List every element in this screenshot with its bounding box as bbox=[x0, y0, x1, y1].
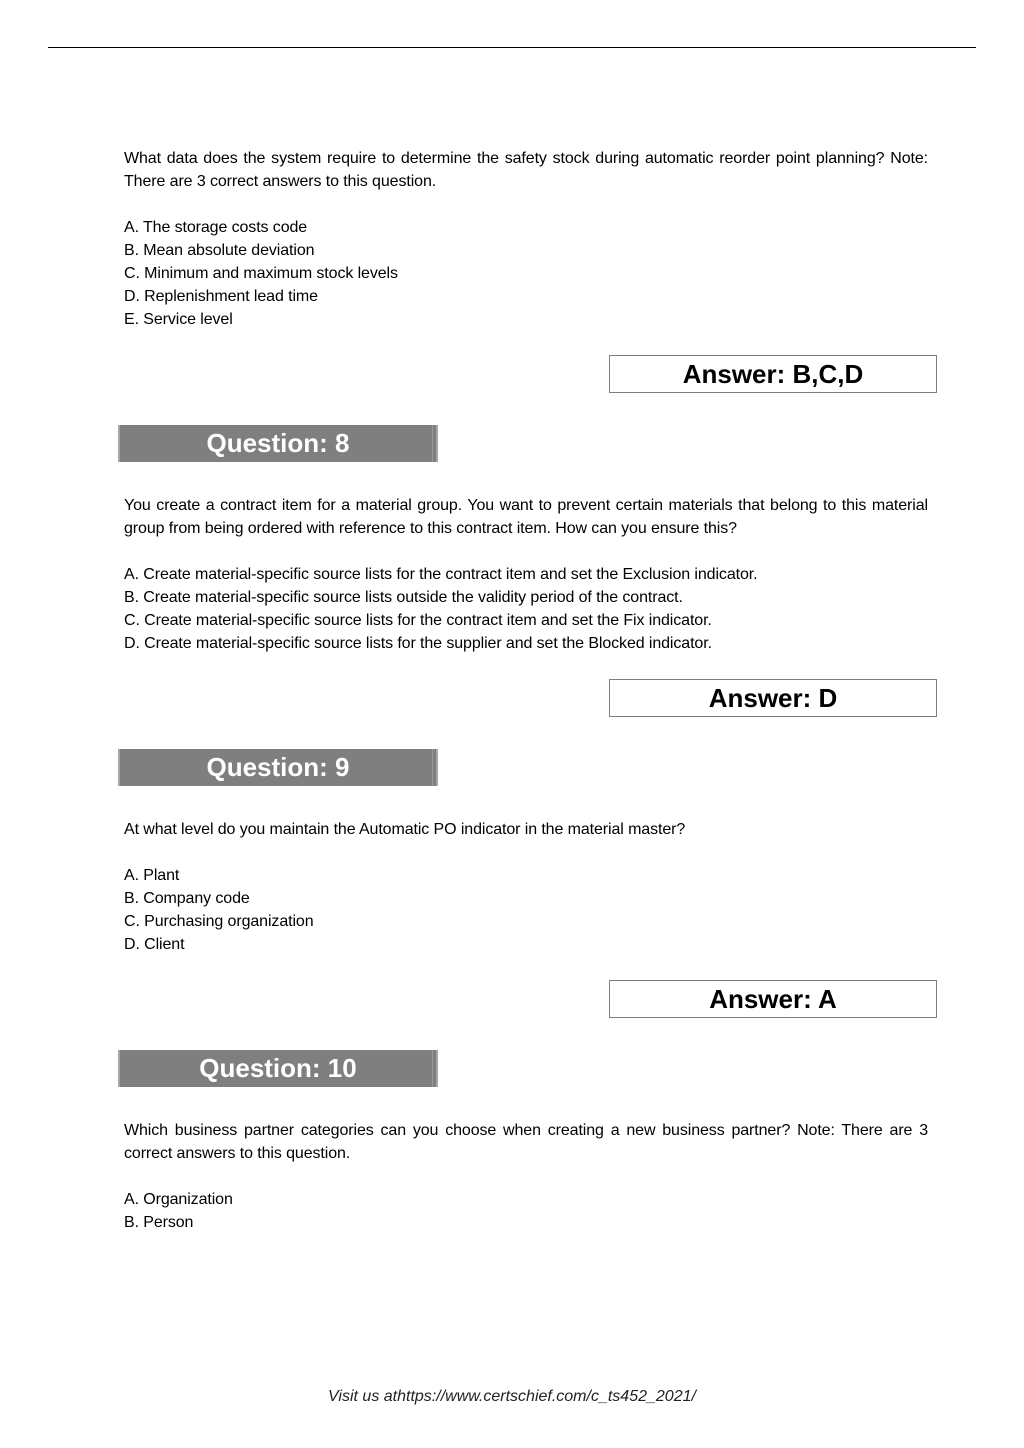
question-10-header: Question: 10 bbox=[118, 1050, 438, 1087]
question-8-text: You create a contract item for a material group. You want to prevent certain materials that belong to this material group from being ordered with reference to this contract item. How can you ensure this? bbox=[124, 497, 928, 537]
answer-box-q7: Answer: B,C,D bbox=[609, 355, 937, 393]
option-a: A. The storage costs code bbox=[124, 219, 308, 236]
option-d: D. Replenishment lead time bbox=[124, 288, 318, 305]
question-9-text: At what level do you maintain the Automatic PO indicator in the material master? bbox=[124, 821, 686, 838]
option-b: B. Person bbox=[124, 1214, 194, 1231]
question-10-options bbox=[124, 1188, 233, 1234]
option-a: A. Plant bbox=[124, 867, 180, 884]
option-d: D. Create material-specific source lists for the supplier and set the Blocked indicator. bbox=[124, 635, 712, 652]
option-d: D. Client bbox=[124, 936, 185, 953]
answer-box-q9: Answer: A bbox=[609, 980, 937, 1018]
option-a: A. Organization bbox=[124, 1191, 233, 1208]
question-8-options bbox=[124, 563, 757, 655]
option-e: E. Service level bbox=[124, 311, 233, 328]
option-c: C. Create material-specific source lists for the contract item and set the Fix indicator. bbox=[124, 612, 712, 629]
question-9-options bbox=[124, 864, 314, 956]
option-a: A. Create material-specific source lists for the contract item and set the Exclusion indicator. bbox=[124, 566, 758, 583]
footer-link[interactable]: Visit us athttps://www.certschief.com/c_ts452_2021/ bbox=[328, 1388, 696, 1405]
option-c: C. Purchasing organization bbox=[124, 913, 314, 930]
question-10-text: Which business partner categories can you choose when creating a new business partner? Note: There are 3 correct answers to this question. bbox=[124, 1122, 928, 1162]
question-7-text: What data does the system require to determine the safety stock during automatic reorder point planning? Note: There are 3 correct answers to this question. bbox=[124, 150, 928, 190]
option-b: B. Mean absolute deviation bbox=[124, 242, 315, 259]
top-divider bbox=[48, 47, 976, 48]
option-b: B. Create material-specific source lists outside the validity period of the contract. bbox=[124, 589, 683, 606]
question-9-header: Question: 9 bbox=[118, 749, 438, 786]
question-7-options bbox=[124, 216, 398, 331]
option-c: C. Minimum and maximum stock levels bbox=[124, 265, 398, 282]
answer-box-q8: Answer: D bbox=[609, 679, 937, 717]
question-8-header: Question: 8 bbox=[118, 425, 438, 462]
option-b: B. Company code bbox=[124, 890, 250, 907]
